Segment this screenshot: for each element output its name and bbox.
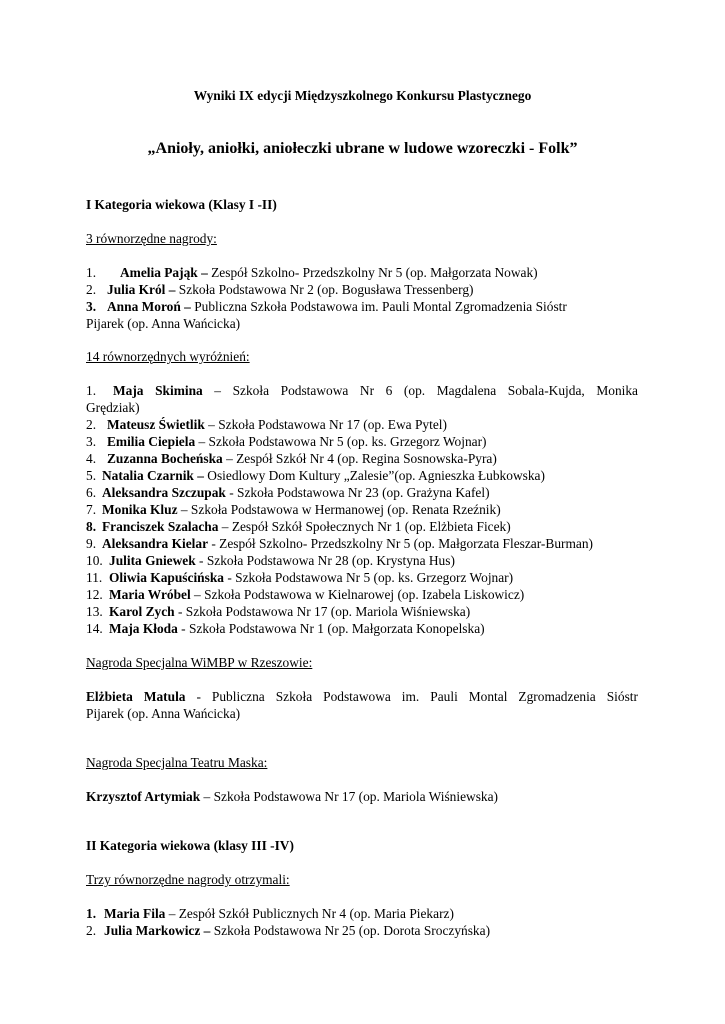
distinction-entry xyxy=(86,416,447,433)
award-entry xyxy=(86,922,490,939)
entry-detail-continued: Pijarek (op. Anna Wańcicka) xyxy=(86,316,241,331)
entry-name: Karol Zych xyxy=(109,604,175,619)
entry-number: 4. xyxy=(86,451,97,466)
entry-number: 10. xyxy=(86,553,103,568)
entry-number: 5. xyxy=(86,468,97,483)
entry-detail: – Zespół Szkół Nr 4 (op. Regina Sosnowska-Pyra) xyxy=(222,451,497,466)
special-award-entry xyxy=(86,688,638,705)
entry-detail: – Szkoła Podstawowa Nr 17 (op. Ewa Pytel) xyxy=(204,417,447,432)
distinction-entry xyxy=(86,586,524,603)
distinction-entry xyxy=(86,620,485,637)
entry-detail: - Szkoła Podstawowa Nr 23 (op. Grażyna Kafel) xyxy=(225,485,490,500)
entry-detail: - Publiczna Szkoła Podstawowa im. Pauli Montal Zgromadzenia Sióstr xyxy=(185,689,638,704)
distinction-entry xyxy=(86,382,638,399)
entry-detail: Publiczna Szkoła Podstawowa im. Pauli Montal Zgromadzenia Sióstr xyxy=(190,299,567,314)
entry-detail: Szkoła Podstawowa Nr 2 (op. Bogusława Tressenberg) xyxy=(175,282,474,297)
distinction-entry xyxy=(86,552,455,569)
entry-number: 11. xyxy=(86,570,103,585)
entry-number: 12. xyxy=(86,587,103,602)
entry-name: Julia Markowicz – xyxy=(104,923,211,938)
entry-number: 6. xyxy=(86,485,97,500)
entry-number: 13. xyxy=(86,604,103,619)
entry-detail: Szkoła Podstawowa Nr 25 (op. Dorota Sroczyńska) xyxy=(210,923,491,938)
entry-name: Julita Gniewek xyxy=(109,553,196,568)
entry-detail: – Szkoła Podstawowa Nr 17 (op. Mariola Wiśniewska) xyxy=(200,789,499,804)
entry-name: Zuzanna Bocheńska xyxy=(107,451,223,466)
entry-number: 9. xyxy=(86,536,97,551)
special-award-entry xyxy=(86,788,498,805)
entry-detail-continued: Grędziak) xyxy=(86,400,140,415)
entry-detail: – Szkoła Podstawowa Nr 5 (op. ks. Grzegorz Wojnar) xyxy=(195,434,487,449)
distinction-entry xyxy=(86,518,511,535)
entry-detail: – Szkoła Podstawowa w Kielnarowej (op. Izabela Liskowicz) xyxy=(190,587,525,602)
entry-detail: - Szkoła Podstawowa Nr 1 (op. Małgorzata Konopelska) xyxy=(177,621,485,636)
entry-detail: – Szkoła Podstawowa w Hermanowej (op. Renata Rzeźnik) xyxy=(177,502,501,517)
entry-number: 1. xyxy=(86,383,97,398)
entry-name: Emilia Ciepiela xyxy=(107,434,196,449)
entry-number: 3. xyxy=(86,434,97,449)
award-entry xyxy=(86,298,567,315)
entry-name: Maria Fila xyxy=(104,906,166,921)
entry-name: Krzysztof Artymiak xyxy=(86,789,201,804)
distinction-entry xyxy=(86,484,490,501)
entry-name: Julia Król – xyxy=(107,282,176,297)
entry-name: Aleksandra Szczupak xyxy=(102,485,226,500)
entry-name: Maria Wróbel xyxy=(109,587,191,602)
entry-number: 2. xyxy=(86,923,97,938)
special-award-2-heading: Nagroda Specjalna Teatru Maska: xyxy=(86,755,268,770)
entry-detail: – Zespół Szkół Społecznych Nr 1 (op. Elżbieta Ficek) xyxy=(218,519,511,534)
distinction-entry xyxy=(86,433,487,450)
entry-detail: - Szkoła Podstawowa Nr 17 (op. Mariola Wiśniewska) xyxy=(174,604,471,619)
entry-name: Mateusz Świetlik xyxy=(107,417,205,432)
entry-number: 3. xyxy=(86,299,97,314)
category-1-distinctions-heading: 14 równorzędnych wyróżnień: xyxy=(86,349,250,364)
award-entry xyxy=(86,281,474,298)
entry-name: Aleksandra Kielar xyxy=(102,536,209,551)
entry-number: 1. xyxy=(86,906,97,921)
entry-name: Amelia Pająk – xyxy=(120,265,208,280)
entry-number: 2. xyxy=(86,282,97,297)
award-entry xyxy=(86,905,454,922)
document-title: Wyniki IX edycji Międzyszkolnego Konkursu Plastycznego xyxy=(193,88,532,103)
distinction-entry xyxy=(86,467,545,484)
category-2-heading: II Kategoria wiekowa (klasy III -IV) xyxy=(86,838,294,853)
category-1-awards-heading: 3 równorzędne nagrody: xyxy=(86,231,217,246)
entry-name: Natalia Czarnik – xyxy=(102,468,204,483)
distinction-entry xyxy=(86,450,497,467)
entry-detail: Osiedlowy Dom Kultury „Zalesie”(op. Agnieszka Łubkowska) xyxy=(203,468,545,483)
entry-number: 14. xyxy=(86,621,103,636)
entry-name: Monika Kluz xyxy=(102,502,178,517)
entry-name: Elżbieta Matula xyxy=(86,689,186,704)
entry-detail: Zespół Szkolno- Przedszkolny Nr 5 (op. Małgorzata Nowak) xyxy=(207,265,538,280)
entry-detail-continued: Pijarek (op. Anna Wańcicka) xyxy=(86,706,241,721)
category-1-heading: I Kategoria wiekowa (Klasy I -II) xyxy=(86,197,277,212)
special-award-1-heading: Nagroda Specjalna WiMBP w Rzeszowie: xyxy=(86,655,313,670)
contest-title: „Anioły, aniołki, aniołeczki ubrane w ludowe wzoreczki - Folk” xyxy=(147,140,578,157)
entry-detail: - Szkoła Podstawowa Nr 5 (op. ks. Grzegorz Wojnar) xyxy=(223,570,514,585)
distinction-entry xyxy=(86,535,593,552)
entry-name: Franciszek Szalacha xyxy=(102,519,219,534)
entry-name: Maja Kłoda xyxy=(109,621,178,636)
entry-name: Oliwia Kapuścińska xyxy=(109,570,224,585)
entry-name: Anna Moroń – xyxy=(107,299,191,314)
entry-detail: - Zespół Szkolno- Przedszkolny Nr 5 (op. Małgorzata Fleszar-Burman) xyxy=(208,536,593,551)
category-2-awards-heading: Trzy równorzędne nagrody otrzymali: xyxy=(86,872,290,887)
distinction-entry xyxy=(86,569,513,586)
award-entry xyxy=(86,264,538,281)
entry-number: 8. xyxy=(86,519,97,534)
entry-detail: – Szkoła Podstawowa Nr 6 (op. Magdalena Sobala-Kujda, Monika xyxy=(202,383,639,398)
entry-detail: – Zespół Szkół Publicznych Nr 4 (op. Maria Piekarz) xyxy=(165,906,454,921)
entry-number: 2. xyxy=(86,417,97,432)
entry-number: 1. xyxy=(86,265,97,280)
distinction-entry xyxy=(86,603,470,620)
entry-name: Maja Skimina xyxy=(113,383,203,398)
distinction-entry xyxy=(86,501,501,518)
entry-detail: - Szkoła Podstawowa Nr 28 (op. Krystyna Hus) xyxy=(195,553,455,568)
entry-number: 7. xyxy=(86,502,97,517)
